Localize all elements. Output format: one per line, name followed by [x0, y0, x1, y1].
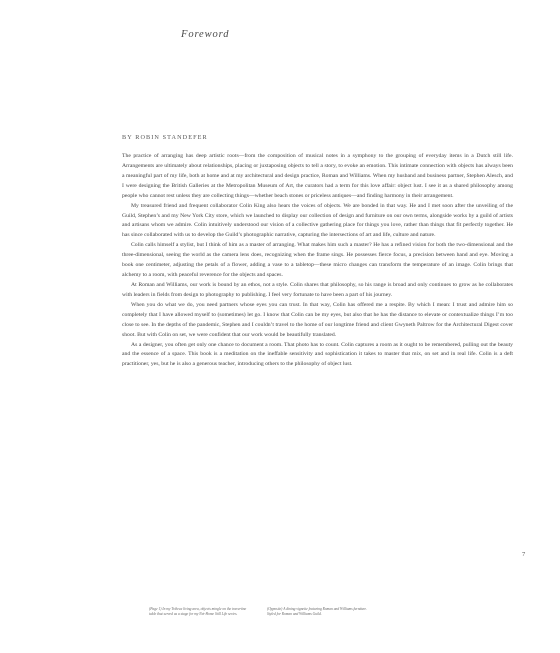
- caption-left: (Page 1) In my Tribeca living area, objects mingle on the travertine table that served as a stage for my Net-Home Still Life series.: [149, 607, 247, 617]
- author-byline: BY ROBIN STANDEFER: [122, 134, 208, 141]
- body-paragraph: The practice of arranging has deep artistic roots—from the composition of musical notes in a symphony to the grouping of everyday items in a Dutch still life. Arrangements are ultimately about relationships, placing or juxtaposing objects to tell a story, to evoke an emotion. This intimate connection with objects has always been a meaningful part of my life, both at home and at my architectural and design practice, Roman and Williams. When my husband and business partner, Stephen Alesch, and I were designing the British Galleries at the Metropolitan Museum of Art, the curators had a term for this love affair: object lust. I see it as a shared philosophy among people who cannot rest unless they are collecting things—whether beach stones or priceless antiques—and finding harmony in their arrangement.: [122, 153, 513, 199]
- body-paragraph: When you do what we do, you need partners whose eyes you can trust. In that way, Colin has offered me a respite. By which I mean: I trust and admire him so completely that I have allowed myself to (sometimes) let go. I know that Colin can be my eyes, but also that he has the distance to elevate or contextualize things I’m too close to see. In the depths of the pandemic, Stephen and I couldn’t travel to the home of our longtime friend and client Gwyneth Paltrow for the Architectural Digest cover shoot. But with Colin on set, we were confident that our work would be beautifully translated.: [122, 301, 513, 338]
- body-paragraph: At Roman and Williams, our work is bound by an ethos, not a style. Colin shares that philosophy, so his range is broad and only continues to grow as he collaborates with leaders in fields from design to photography to publishing. I feel very fortunate to have been a part of his journey.: [122, 281, 513, 298]
- page-title: Foreword: [181, 29, 230, 40]
- body-paragraph: My treasured friend and frequent collaborator Colin King also hears the voices of objects. We are bonded in that way. He and I met soon after the unveiling of the Guild, Stephen’s and my New York City store, which we launched to display our collection of design and furniture on our own terms, alongside works by a guild of artists and artisans whom we admire. Colin intuitively understood our vision of a collective gathering place for things you love, rather than things that fit perfectly together. He has since collaborated with us to develop the Guild’s photographic narrative, capturing the intersections of art and life, culture and nature.: [122, 202, 513, 239]
- body-paragraph: Colin calls himself a stylist, but I think of him as a master of arranging. What makes him such a master? He has a refined vision for both the two-dimensional and the three-dimensional, seeing the world as the camera lens does, recognizing when the frame sings. He possesses fierce focus, a precision between hand and eye. Moving a book one centimeter, adjusting the petals of a flower, adding a vase to a tabletop—these micro changes can transform the temperature of an image. Colin brings that alchemy to a room, with peaceful reverence for the objects and spaces.: [122, 242, 513, 279]
- caption-right: (Opposite) A dining vignette featuring Roman and Williams furniture. Styled for Roman and Williams Guild.: [267, 607, 368, 617]
- page-number: 7: [522, 551, 526, 558]
- body-paragraph: As a designer, you often get only one chance to document a room. That photo has to count. Colin captures a room as it ought to be remembered, pulling out the beauty and the essence of a space. This book is a meditation on the ineffable sensitivity and sophistication it takes to master that mix, on set and in real life. Colin is a deft practitioner, yes, but he is also a generous teacher, introducing others to the philosophy of object lust.: [122, 341, 513, 368]
- foreword-body: [122, 152, 513, 370]
